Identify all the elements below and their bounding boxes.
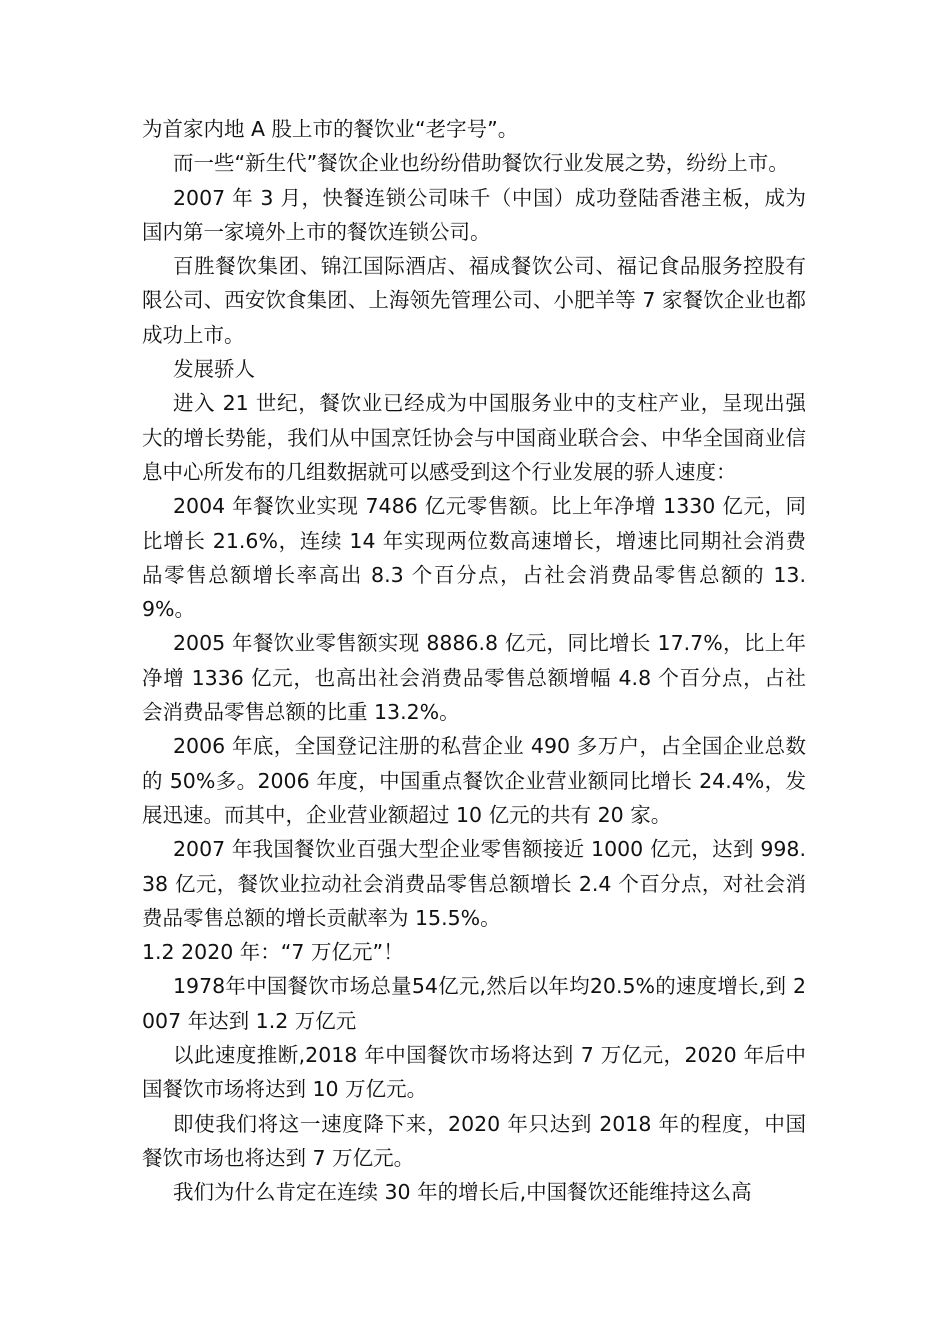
paragraph-ajisen: 2007 年 3 月，快餐连锁公司味千（中国）成功登陆香港主板，成为国内第一家境外上市的餐饮连锁公司。 bbox=[142, 185, 806, 244]
section-heading-growth: 发展骄人 bbox=[173, 357, 255, 382]
paragraph-projection: 以此速度推断,2018 年中国餐饮市场将达到 7 万亿元，2020 年后中国餐饮市场将达到 10 万亿元。 bbox=[142, 1043, 806, 1102]
paragraph-2005-stats: 2005 年餐饮业零售额实现 8886.8 亿元，同比增长 17.7%，比上年净增 1336 亿元，也高出社会消费品零售总额增幅 4.8 个百分点，占社会消费品零售总额的比重 13.2%。 bbox=[142, 631, 806, 725]
paragraph-21st-century: 进入 21 世纪，餐饮业已经成为中国服务业中的支柱产业，呈现出强大的增长势能，我们从中国烹饪协会与中国商业联合会、中华全国商业信息中心所发布的几组数据就可以感受到这个行业发展的骄人速度： bbox=[142, 391, 806, 484]
paragraph-2004-stats: 2004 年餐饮业实现 7486 亿元零售额。比上年净增 1330 亿元，同比增长 21.6%，连续 14 年实现两位数高速增长，增速比同期社会消费品零售总额增长率高出 8.3 个百分点，占社会消费品零售总额的 13.9%。 bbox=[142, 494, 806, 622]
paragraph-2007-stats: 2007 年我国餐饮业百强大型企业零售额接近 1000 亿元，达到 998.38 亿元，餐饮业拉动社会消费品零售总额增长 2.4 个百分点，对社会消费品零售总额的增长贡献率为 15.5%。 bbox=[142, 837, 806, 930]
paragraph-slower-growth: 即使我们将这一速度降下来，2020 年只达到 2018 年的程度，中国餐饮市场也将达到 7 万亿元。 bbox=[142, 1111, 806, 1170]
section-heading-2020: 1.2 2020 年：“7 万亿元”！ bbox=[142, 940, 404, 965]
paragraph-2006-stats: 2006 年底，全国登记注册的私营企业 490 多万户，占全国企业总数的 50%多。2006 年度，中国重点餐饮企业营业额同比增长 24.4%，发展迅速。而其中，企业营业额超过 10 亿元的共有 20 家。 bbox=[142, 734, 806, 827]
document-page bbox=[142, 112, 806, 1210]
paragraph-listed-companies: 百胜餐饮集团、锦江国际酒店、福成餐饮公司、福记食品服务控股有限公司、西安饮食集团、上海领先管理公司、小肥羊等 7 家餐饮企业也都成功上市。 bbox=[142, 254, 806, 347]
paragraph-new-generation: 而一些“新生代”餐饮企业也纷纷借助餐饮行业发展之势，纷纷上市。 bbox=[173, 151, 789, 176]
paragraph-continuation: 为首家内地 A 股上市的餐饮业“老字号”。 bbox=[142, 117, 519, 141]
paragraph-question: 我们为什么肯定在连续 30 年的增长后,中国餐饮还能维持这么高 bbox=[173, 1180, 752, 1205]
paragraph-1978-growth: 1978年中国餐饮市场总量54亿元,然后以年均20.5%的速度增长,到 2007 年达到 1.2 万亿元 bbox=[142, 974, 806, 1033]
